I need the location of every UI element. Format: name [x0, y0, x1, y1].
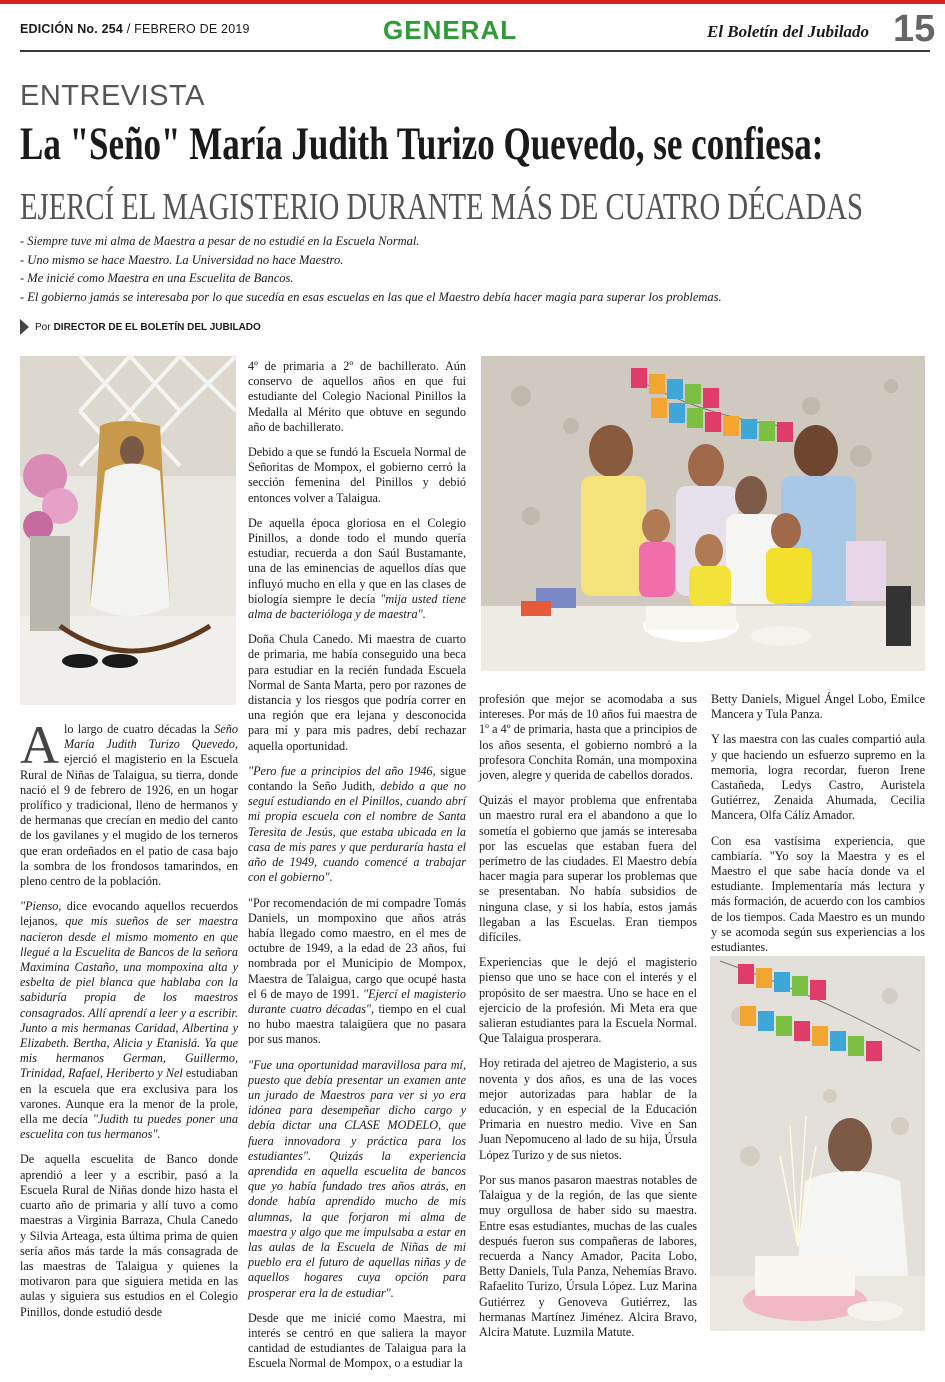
article-column-3	[479, 692, 697, 1350]
header-rule	[20, 50, 930, 52]
highlight-item: - Uno mismo se hace Maestro. La Universidad no hace Maestro.	[20, 252, 344, 267]
text-run: lo largo de cuatro décadas la	[64, 722, 215, 736]
highlight-item: - Me inicié como Maestra en una Escuelita de Bancos.	[20, 271, 294, 285]
text-run: estudiaban en la escuela que era exclusiva para los varones. Aunque era la menor de la prole, ella me decía	[20, 1066, 238, 1127]
page-number: 15	[893, 8, 936, 50]
article-kicker: ENTREVISTA	[20, 80, 205, 112]
paragraph: Experiencias que le dejó el magisterio pienso que uno se hace con el interés y el propósito de ser maestra. Uno se hace en el ejercicio de la profesión. Mi Meta era que salieran estudiantes para la Escuela Normal. Que Talaigua prosperara.	[479, 955, 697, 1046]
text-run: De aquella época gloriosa en el Colegio Pinillos, a donde todo el mundo quería estudiar, recuerda a don Saúl Bustamante, una de las eminencias de aquellos días que influyó mucho en ella y que en las clases de biología siempre le decía	[248, 515, 466, 606]
paragraph	[248, 516, 466, 622]
paragraph: Debido a que se fundó la Escuela Normal de Señoritas de Mompox, el gobierno cerró la sección femenina del Pinillos y debió entonces volver a Talaigua.	[248, 445, 466, 505]
text-run: "Pero fue a principios del año 1946,	[248, 763, 436, 778]
paragraph	[248, 764, 466, 886]
paragraph	[20, 899, 238, 1142]
text-run: "Fue una oportunidad maravillosa para mí, puesto que debía presentar un examen ante un jurado de Maestros para ver si yo era idónea para desempeñar dicho cargo y debía dictar una CLASE MODELO, que fuera innovadora y práctica para los estudiantes". Quizás la experiencia aprendida en aquella escuelita de bancos que yo había fundado tres años atrás, en donde había aprendido mucho de mis alumnas, la que forjaron mi alma de maestra y algo que me impulsaba a estar en las aulas de la Escuela de Niñas de mi pueblo era el futuro de aquellas niñas y de aquellos hogares cuya opción para prosperar era la de estudiar".	[248, 1057, 466, 1300]
photo-family-birthday	[481, 356, 925, 671]
article-column-2	[248, 359, 466, 1382]
byline-prefix: Por	[35, 321, 51, 333]
edition-number: No. 254	[77, 22, 124, 36]
text-run: tiempo en el cual no hubo maestra talaigüera que no pasara por sus manos.	[248, 1001, 466, 1047]
newspaper-name: El Boletín del Jubilado	[707, 22, 869, 41]
text-run: Seño María Judith Turizo Quevedo,	[64, 722, 238, 752]
text-run: ejerció el magisterio en la Escuela Rural de Niñas de Talaigua, su tierra, donde nació el 9 de febrero de 1926, en un hogar prolífico y tradicional, lleno de hermanos y de hermanas que crecían en medio del canto de los gavilanes y el mugido de los terneros que eran ordeñados en el patio de casa bajo la sombra de los frondosos tamarindos, en pleno centro de la población.	[20, 752, 238, 889]
paragraph: Por sus manos pasaron maestras notables de Talaigua y de la región, de las que siente muy orgullosa de haber sido su maestra. Entre esas estudiantes, muchas de las cuales después fueron sus compañeras de labores, recuerda a Nancy Amador, Pacita Lobo, Betty Daniels, Tula Panza, Nehemías Bravo. Rafaelito Turizo, Úrsula López. Luz Marina Gutiérrez y Genoveva Gutiérrez, las hermanas Martínez Jiménez. Alcira Bravo, Alcira Matute. Luzmila Matute.	[479, 1172, 697, 1339]
text-run: "Judith tu puedes poner una escuelita con tus hermanos".	[20, 1112, 238, 1142]
highlight-item: - El gobierno jamás se interesaba por lo que sucedía en esas escuelas en las que el Maestro debía hacer magia para superar los problemas.	[20, 289, 722, 304]
dropcap: A	[20, 715, 59, 775]
paragraph: De aquella escuelita de Banco donde aprendió a leer y a escribir, pasó a la Escuela Rural de Niñas donde hizo hasta el cuarto año de primaria y allí tuvo a como maestras a Virginia Barraza, Chula Canedo y Silvia Arteaga, esta última prima de quien sería años más tarde la más consagrada de las maestras de Talaigua y quienes la motivaron para que siguiera metida en las aulas y siguiera sus estudios en el Colegio Pinillos, donde estudió desde	[20, 1152, 238, 1319]
byline	[20, 319, 261, 335]
article-subhead: EJERCÍ EL MAGISTERIO DURANTE MÁS DE CUATRO DÉCADAS	[20, 186, 863, 228]
article-highlights	[20, 232, 920, 306]
photo-birthday-cake	[710, 956, 925, 1331]
paragraph: Doña Chula Canedo. Mi maestra de cuarto de primaria, me había conseguido una beca para estudiar en la recién fundada Escuela Normal de Santa Marta, pero por razones de distancia y los riesgos que podría correr en una región que era lejana y desconocida para mí y para mis padres, debí rechazar aquella oportunidad.	[248, 632, 466, 753]
byline-author: DIRECTOR DE EL BOLETÍN DEL JUBILADO	[53, 321, 261, 333]
paragraph	[20, 715, 238, 889]
paragraph	[248, 1058, 466, 1301]
paragraph: Hoy retirada del ajetreo de Magisterio, a sus noventa y dos años, es una de las voces mejor autorizadas para hablar de la educación, y en especial de la Educación Primaria en nuestro medio. Vive en San Juan Nepomuceno al lado de su hija, Úrsula López Turizo y de sus nietos.	[479, 1056, 697, 1162]
section-title: GENERAL	[383, 15, 518, 45]
article-column-1	[20, 715, 238, 1330]
text-run: "Pienso,	[20, 899, 62, 914]
edition-separator: /	[126, 22, 131, 36]
text-run: que mis sueños de ser maestra nacieron desde el mismo momento en que llegué a la Escuelita de Bancos de la señora Maximina Castaño, una mompoxina alta y esbelta de piel blanca que hablaba con la sabiduría propia de los maestros consagrados. Allí aprendí a leer y a escribir. Junto a mis hermanas Caridad, Albertina y Elizabeth. Bertha, Alicia y Etanislá. Ya que mis hermanos German, Guillermo, Trinidad, Rafael, Heriberto y Nel	[20, 914, 238, 1081]
paragraph: Quizás el mayor problema que enfrentaba un maestro rural era el abandono a que lo sometía el gobierno que jamás se interesaba por las escuelas que estaban fuera del perímetro de las ciudades. El Maestro debía hacer magia para superar los problemas que se presentaban. No había subsidios de ninguna clase, y si los había, estos jamás llegaban a las Escuelas. Eran tiempos difíciles.	[479, 793, 697, 945]
article-headline: La "Seño" María Judith Turizo Quevedo, se confiesa:	[20, 118, 824, 170]
text-run: dice evocando aquellos recuerdos lejanos,	[20, 899, 238, 929]
edition-label: EDICIÓN	[20, 22, 74, 36]
text-run: debido a que no seguí estudiando en el Pinillos, cuando abrí mi propia escuela con el nombre de Santa Teresita de Jesús, que estaba ubicada en la casa de mis pares y que perduraría hasta el año de 1949, cuando comencé a trabajar con el gobierno".	[248, 779, 466, 885]
paragraph: Desde que me inicié como Maestra, mi interés se centró en que saliera la mayor cantidad de estudiantes de Talaigua para la Escuela Normal de Mompox, o a estudiar la	[248, 1310, 466, 1371]
text-run: "Ejercí el magisterio durante cuatro décadas",	[248, 986, 466, 1016]
edition-date: FEBRERO DE 2019	[134, 22, 250, 36]
text-run: sigue contando la Seño Judith,	[248, 763, 466, 794]
paragraph: Betty Daniels, Miguel Ángel Lobo, Emilce Mancera y Tula Panza.	[711, 692, 925, 722]
paragraph	[248, 896, 466, 1048]
top-red-rule	[0, 0, 945, 4]
byline-arrow-icon	[20, 319, 29, 335]
text-run: "Por recomendación de mi compadre Tomás Daniels, un mompoxino que años atrás había llegado como maestro, en el mes de octubre de 1949, a la edad de 23 años, fui nombrada por el Municipio de Mompox, Maestra de Talaigua, cargo que ocupé hasta el 6 de mayo de 1991.	[248, 895, 466, 1001]
highlight-item: - Siempre tuve mi alma de Maestra a pesar de no estudié en la Escuela Normal.	[20, 234, 420, 248]
photo-woman-rocking-chair	[20, 356, 236, 705]
edition-info	[20, 22, 250, 36]
article-column-4	[711, 692, 925, 965]
paragraph: Con esa vastísima experiencia, que cambiaría. "Yo soy la Maestra y es el Maestro el que sabe hacía donde va el estudiante. Implementaría más lectura y más formación, de acuerdo con los cambios de los tiempos. Cada Maestro es un mundo y se acomoda según sus experiencias a los estudiantes.	[711, 833, 925, 955]
paragraph: Y las maestra con las cuales compartió aula y que haciendo un esfuerzo supremo en la memoria, logra recordar, fueron Irene Castañeda, Ledys Castro, Auristela Gutiérrez, Zenaida Ahumada, Cecilia Mancera, Olfa Cáliz Amador.	[711, 732, 925, 823]
text-run: "mija usted tiene alma de bacterióloga y de maestra".	[248, 591, 466, 622]
paragraph: profesión que mejor se acomodaba a sus intereses. Por más de 10 años fui maestra de 1º a 4º de primaria, hasta que a principios de los años sesenta, el gobierno nombró a la profesora Conchita Román, una mompoxina joven, alegre y querida de cabellos dorados.	[479, 692, 697, 783]
paragraph: 4º de primaria a 2º de bachillerato. Aún conservo de aquellos años en que fui estudiante del Colegio Nacional Pinillos la Medalla al Mérito que obtuve en segundo año de bachillerato.	[248, 359, 466, 434]
